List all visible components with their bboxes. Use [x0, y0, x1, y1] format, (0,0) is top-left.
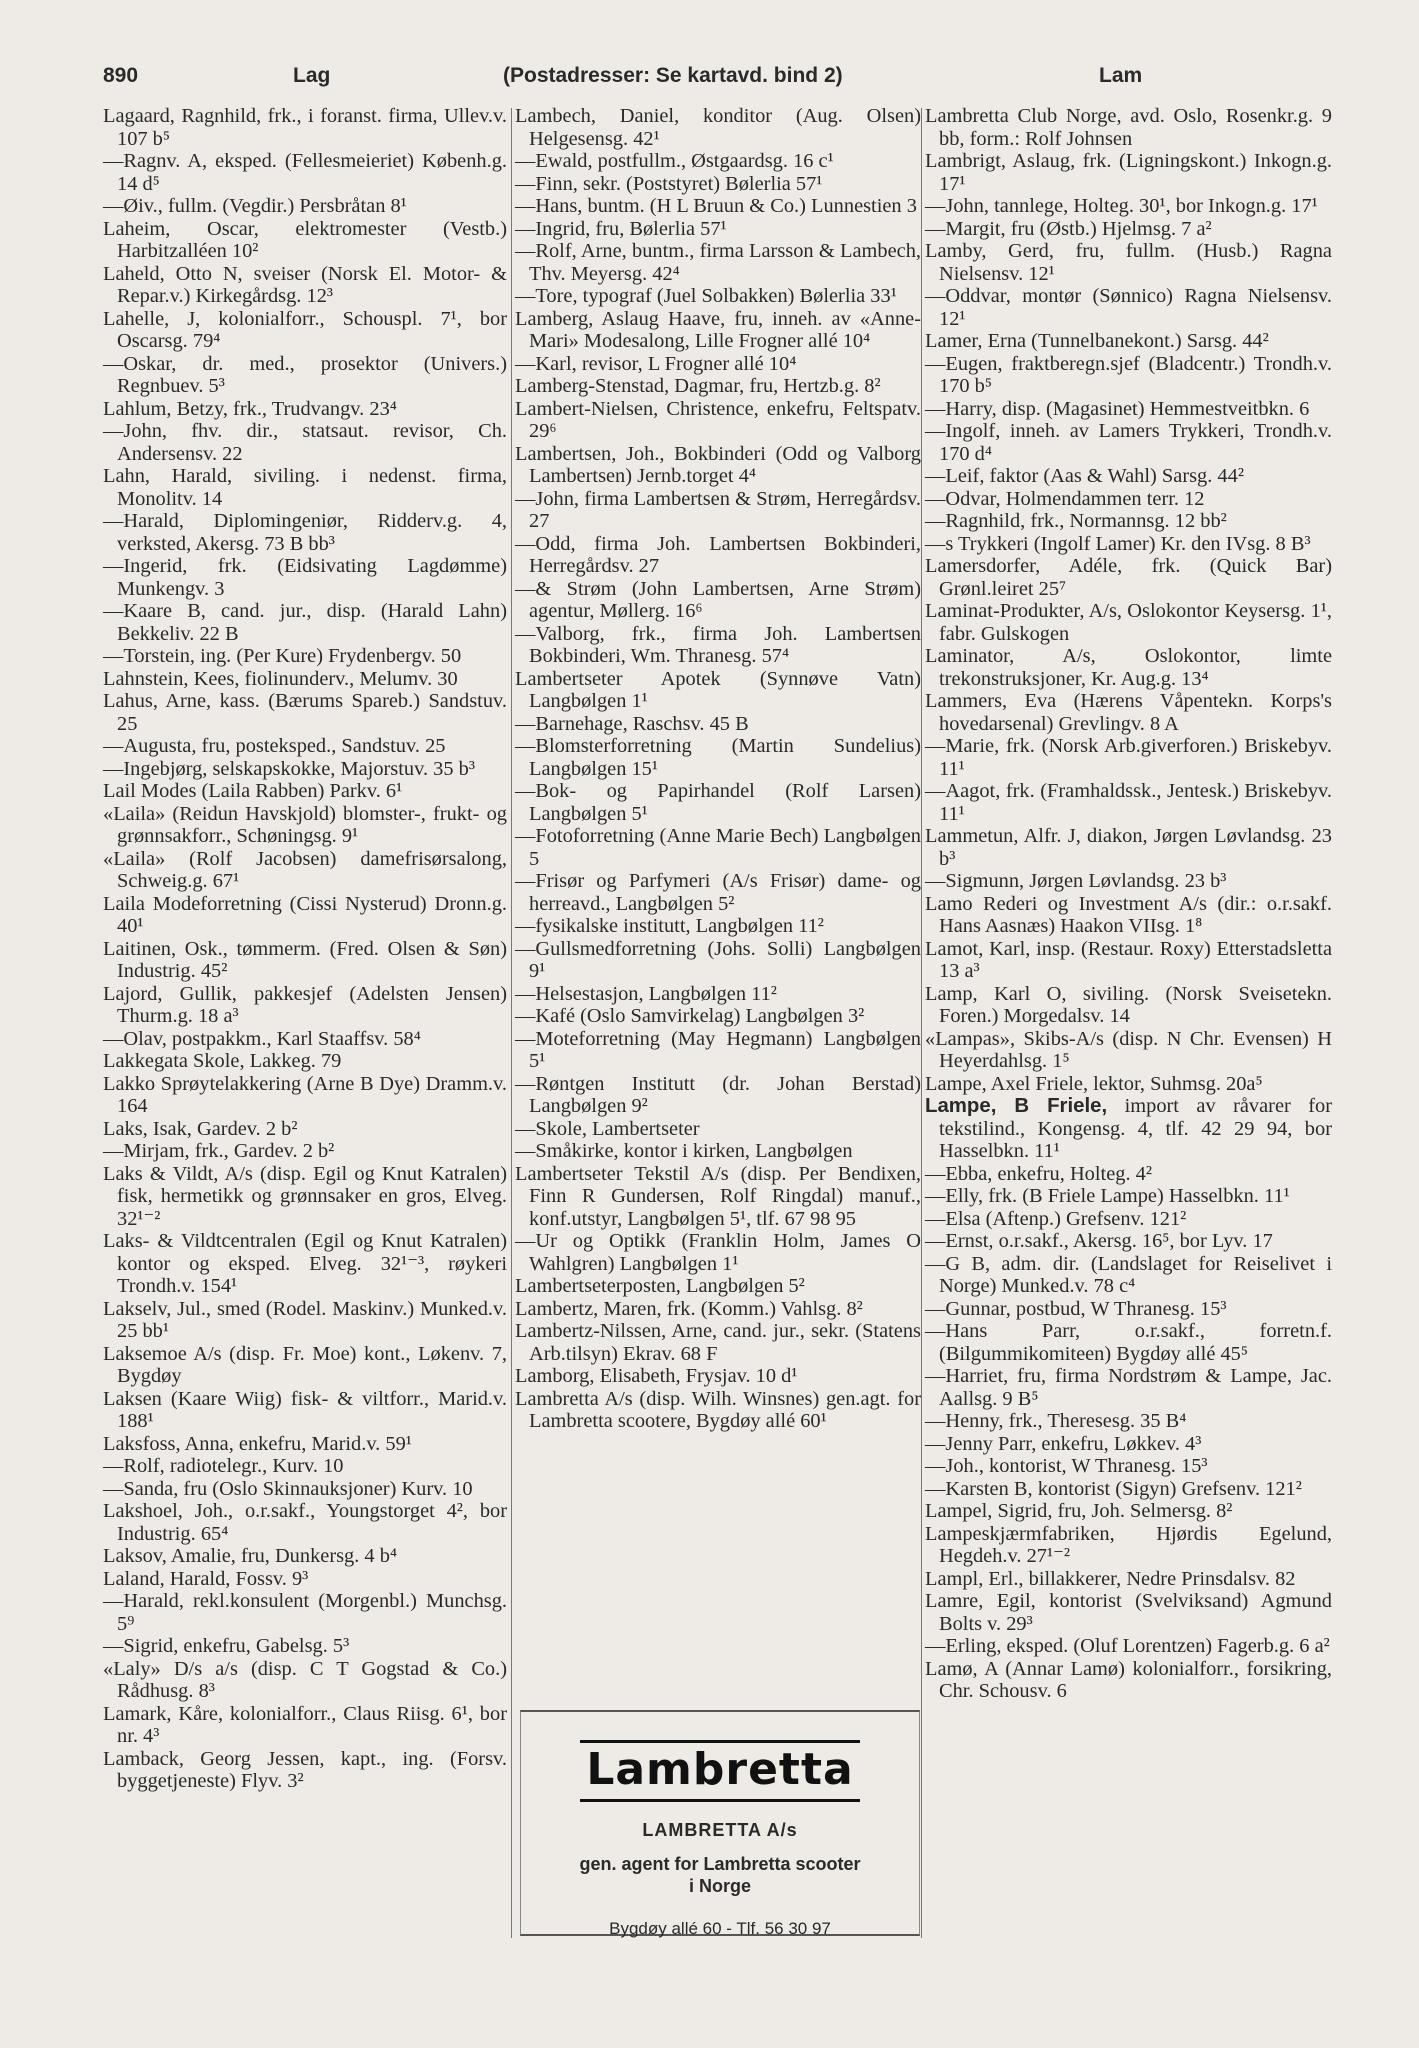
- directory-entry: —Harry, disp. (Magasinet) Hemmestveitbkn. 6: [925, 397, 1310, 420]
- directory-entry: —fysikalske institutt, Langbølgen 11²: [515, 915, 824, 937]
- directory-entry: Lahnstein, Kees, fiolinunderv., Melumv. 30: [103, 667, 458, 690]
- directory-entry: Laitinen, Osk., tømmerm. (Fred. Olsen & Søn) Industrig. 45²: [103, 937, 507, 982]
- directory-entry: —Frisør og Parfymeri (A/s Frisør) dame- og herreavd., Langbølgen 5²: [515, 870, 921, 915]
- directory-entry: —Finn, sekr. (Poststyret) Bølerlia 57¹: [515, 172, 823, 195]
- directory-entry: Lambertseter Tekstil A/s (disp. Per Bendixen, Finn R Gundersen, Rolf Ringdal) manuf., konf.utstyr, Langbølgen 5¹, tlf. 67 98 95: [515, 1162, 921, 1230]
- logo-text: Lambretta: [586, 1744, 854, 1795]
- directory-entry: Lail Modes (Laila Rabben) Parkv. 6¹: [103, 780, 403, 802]
- directory-entry: —Røntgen Institutt (dr. Johan Berstad) Langbølgen 9²: [515, 1072, 921, 1117]
- directory-entry: —Helsestasjon, Langbølgen 11²: [515, 982, 777, 1005]
- directory-entry: —Eugen, fraktberegn.sjef (Bladcentr.) Trondh.v. 170 b⁵: [925, 352, 1332, 397]
- directory-entry: Lampe, Axel Friele, lektor, Suhmsg. 20a⁵: [925, 1072, 1263, 1095]
- directory-column-3: [925, 105, 1332, 1703]
- directory-entry: Lamby, Gerd, fru, fullm. (Husb.) Ragna Nielsensv. 12¹: [925, 240, 1332, 285]
- directory-entry: Lambert-Nielsen, Christence, enkefru, Feltspatv. 29⁶: [515, 397, 921, 442]
- directory-column-1: [103, 105, 507, 1793]
- directory-entry: —Tore, typograf (Juel Solbakken) Bølerlia 33¹: [515, 285, 897, 307]
- directory-entry: —Ewald, postfullm., Østgaardsg. 16 c¹: [515, 150, 834, 172]
- directory-entry: Laminat-Produkter, A/s, Oslokontor Keysersg. 1¹, fabr. Gulskogen: [925, 600, 1332, 645]
- directory-entry: Lambrigt, Aslaug, frk. (Ligningskont.) Inkogn.g. 17¹: [925, 150, 1332, 195]
- directory-entry: —G B, adm. dir. (Landslaget for Reiselivet i Norge) Munked.v. 78 c⁴: [925, 1252, 1332, 1297]
- directory-entry: —Blomsterforretning (Martin Sundelius) Langbølgen 15¹: [515, 735, 921, 780]
- directory-entry: Lambretta Club Norge, avd. Oslo, Rosenkr.g. 9 bb, form.: Rolf Johnsen: [925, 105, 1332, 150]
- directory-entry: Lagaard, Ragnhild, frk., i foranst. firma, Ullev.v. 107 b⁵: [103, 105, 507, 150]
- directory-entry: Laila Modeforretning (Cissi Nysterud) Dronn.g. 40¹: [103, 892, 507, 937]
- directory-entry: Lamot, Karl, insp. (Restaur. Roxy) Etterstadsletta 13 a³: [925, 937, 1332, 982]
- ad-agent-text: [521, 1853, 919, 1897]
- directory-entry: Lamborg, Elisabeth, Frysjav. 10 d¹: [515, 1365, 798, 1387]
- directory-entry: Lammetun, Alfr. J, diakon, Jørgen Løvlandsg. 23 b³: [925, 825, 1332, 870]
- directory-entry: Lahus, Arne, kass. (Bærums Spareb.) Sandstuv. 25: [103, 690, 507, 735]
- directory-entry: —Aagot, frk. (Framhaldssk., Jentesk.) Briskebyv. 11¹: [925, 780, 1332, 825]
- page-number: 890: [103, 64, 139, 87]
- directory-entry: —Gullsmedforretning (Johs. Solli) Langbølgen 9¹: [515, 937, 921, 982]
- directory-entry: Lakselv, Jul., smed (Rodel. Maskinv.) Munked.v. 25 bb¹: [103, 1297, 507, 1342]
- directory-entry: Lambertseter Apotek (Synnøve Vatn) Langbølgen 1¹: [515, 667, 921, 712]
- directory-entry: —Sigrid, enkefru, Gabelsg. 5³: [103, 1635, 350, 1657]
- directory-entry: —Harald, rekl.konsulent (Morgenbl.) Munchsg. 5⁹: [103, 1590, 507, 1635]
- directory-entry: Laksemoe A/s (disp. Fr. Moe) kont., Løkenv. 7, Bygdøy: [103, 1342, 507, 1387]
- directory-entry: —Marie, frk. (Norsk Arb.giverforen.) Briskebyv. 11¹: [925, 735, 1332, 780]
- directory-entry: Laksov, Amalie, fru, Dunkersg. 4 b⁴: [103, 1545, 398, 1567]
- directory-entry: —Ragnv. A, eksped. (Fellesmeieriet) Københ.g. 14 d⁵: [103, 150, 507, 195]
- directory-entry: —Karsten B, kontorist (Sigyn) Grefsenv. 121²: [925, 1477, 1302, 1500]
- directory-entry: —Moteforretning (May Hegmann) Langbølgen 5¹: [515, 1027, 921, 1072]
- directory-entry: —& Strøm (John Lambertsen, Arne Strøm) agentur, Møllerg. 16⁶: [515, 577, 921, 622]
- directory-entry: Lajord, Gullik, pakkesjef (Adelsten Jensen) Thurm.g. 18 a³: [103, 982, 507, 1027]
- directory-entry: Lambertz, Maren, frk. (Komm.) Vahlsg. 8²: [515, 1297, 863, 1320]
- directory-entry: —Harald, Diplomingeniør, Ridderv.g. 4, verksted, Akersg. 73 B bb³: [103, 510, 507, 555]
- directory-entry: —Ur og Optikk (Franklin Holm, James O Wahlgren) Langbølgen 1¹: [515, 1230, 921, 1275]
- directory-entry: —s Trykkeri (Ingolf Lamer) Kr. den IVsg. 8 B³: [925, 532, 1311, 555]
- directory-entry: Lamersdorfer, Adéle, frk. (Quick Bar) Grønl.leiret 25⁷: [925, 555, 1332, 600]
- directory-entry: Lampl, Erl., billakkerer, Nedre Prinsdalsv. 82: [925, 1567, 1296, 1590]
- directory-entry: Lampeskjærmfabriken, Hjørdis Egelund, Hegdeh.v. 27¹⁻²: [925, 1522, 1332, 1567]
- directory-entry: Lamø, A (Annar Lamø) kolonialforr., forsikring, Chr. Schousv. 6: [925, 1657, 1332, 1702]
- directory-entry: Laksfoss, Anna, enkefru, Marid.v. 59¹: [103, 1432, 412, 1455]
- directory-entry: Lahlum, Betzy, frk., Trudvangv. 23⁴: [103, 397, 397, 420]
- directory-entry: —Oddvar, montør (Sønnico) Ragna Nielsensv. 12¹: [925, 285, 1332, 330]
- directory-entry: —Valborg, frk., firma Joh. Lambertsen Bokbinderi, Wm. Thranesg. 57⁴: [515, 622, 921, 667]
- directory-entry: Lambretta A/s (disp. Wilh. Winsnes) gen.agt. for Lambretta scootere, Bygdøy allé 60¹: [515, 1387, 921, 1432]
- directory-entry: Laksen (Kaare Wiig) fisk- & viltforr., Marid.v. 188¹: [103, 1387, 507, 1432]
- directory-entry: Lampel, Sigrid, fru, Joh. Selmersg. 8²: [925, 1500, 1233, 1522]
- directory-entry: —Elly, frk. (B Friele Lampe) Hasselbkn. 11¹: [925, 1185, 1290, 1207]
- column-divider-2: [921, 108, 922, 1938]
- directory-entry: Lampe, B Friele, import av råvarer for tekstilind., Kongensg. 4, tlf. 42 29 94, bor Hasselbkn. 11¹: [925, 1095, 1332, 1162]
- directory-entry: Laminator, A/s, Oslokontor, limte trekonstruksjoner, Kr. Aug.g. 13⁴: [925, 645, 1332, 690]
- directory-entry: —Småkirke, kontor i kirken, Langbølgen: [515, 1140, 853, 1162]
- directory-entry: —Mirjam, frk., Gardev. 2 b²: [103, 1140, 335, 1162]
- directory-entry: «Lampas», Skibs-A/s (disp. N Chr. Evensen) H Heyerdahlsg. 1⁵: [925, 1027, 1332, 1072]
- directory-column-2: [515, 105, 921, 1433]
- directory-entry: —Bok- og Papirhandel (Rolf Larsen) Langbølgen 5¹: [515, 780, 921, 825]
- directory-entry: Lambertsen, Joh., Bokbinderi (Odd og Valborg Lambertsen) Jernb.torget 4⁴: [515, 442, 921, 487]
- directory-entry: Lamo Rederi og Investment A/s (dir.: o.r.sakf. Hans Aasnæs) Haakon VIIsg. 1⁸: [925, 892, 1332, 937]
- ad-address: Bygdøy allé 60 - Tlf. 56 30 97: [609, 1919, 831, 1938]
- guide-word-right: Lam: [1099, 64, 1143, 87]
- directory-entry: —Leif, faktor (Aas & Wahl) Sarsg. 44²: [925, 465, 1244, 487]
- directory-entry: Lakko Sprøytelakkering (Arne B Dye) Dramm.v. 164: [103, 1072, 507, 1117]
- directory-entry: —Olav, postpakkm., Karl Staaffsv. 58⁴: [103, 1027, 421, 1050]
- directory-entry: —John, firma Lambertsen & Strøm, Herregårdsv. 27: [515, 487, 921, 532]
- directory-entry: —Ebba, enkefru, Holteg. 4²: [925, 1162, 1152, 1185]
- directory-entry: «Laila» (Reidun Havskjold) blomster-, frukt- og grønnsakforr., Schøningsg. 9¹: [103, 802, 507, 847]
- directory-entry: —Ragnhild, frk., Normannsg. 12 bb²: [925, 510, 1227, 532]
- directory-entry: —Sigmunn, Jørgen Løvlandsg. 23 b³: [925, 870, 1227, 892]
- directory-entry: Lamberg, Aslaug Haave, fru, inneh. av «Anne-Mari» Modesalong, Lille Frogner allé 10⁴: [515, 307, 921, 352]
- directory-entry: —Margit, fru (Østb.) Hjelmsg. 7 a²: [925, 217, 1212, 240]
- lambretta-logo: [580, 1740, 860, 1802]
- ad-company: LAMBRETTA A/s: [642, 1820, 798, 1840]
- directory-entry: Lakkegata Skole, Lakkeg. 79: [103, 1050, 342, 1072]
- directory-entry: —Kaare B, cand. jur., disp. (Harald Lahn) Bekkeliv. 22 B: [103, 600, 507, 645]
- directory-entry: —John, tannlege, Holteg. 30¹, bor Inkogn.g. 17¹: [925, 195, 1318, 217]
- directory-entry: Lahelle, J, kolonialforr., Schouspl. 7¹, bor Oscarsg. 79⁴: [103, 307, 507, 352]
- directory-entry: Lammers, Eva (Hærens Våpentekn. Korps's hovedarsenal) Grevlingv. 8 A: [925, 690, 1332, 735]
- directory-entry: Laks- & Vildtcentralen (Egil og Knut Katralen) kontor og eksped. Elveg. 32¹⁻³, røykeri Trondh.v. 154¹: [103, 1230, 507, 1297]
- directory-entry: «Laly» D/s a/s (disp. C T Gogstad & Co.) Rådhusg. 8³: [103, 1657, 507, 1702]
- directory-entry: —Fotoforretning (Anne Marie Bech) Langbølgen 5: [515, 825, 921, 870]
- directory-entry: —Torstein, ing. (Per Kure) Frydenbergv. 50: [103, 645, 462, 667]
- directory-entry: —John, fhv. dir., statsaut. revisor, Ch. Andersensv. 22: [103, 420, 507, 465]
- directory-entry: —Ernst, o.r.sakf., Akersg. 16⁵, bor Lyv. 17: [925, 1230, 1273, 1252]
- directory-entry: —Skole, Lambertseter: [515, 1117, 700, 1140]
- directory-entry: —Hans, buntm. (H L Bruun & Co.) Lunnestien 3: [515, 195, 917, 217]
- ad-agent-line-1: gen. agent for Lambretta scooter: [579, 1854, 861, 1874]
- directory-entry: Lamark, Kåre, kolonialforr., Claus Riisg. 6¹, bor nr. 4³: [103, 1702, 507, 1747]
- directory-entry: Laks & Vildt, A/s (disp. Egil og Knut Katralen) fisk, hermetikk og grønnsaker en gros, Elveg. 32¹⁻²: [103, 1162, 507, 1230]
- directory-entry: Laheim, Oscar, elektromester (Vestb.) Harbitzalléen 10²: [103, 217, 507, 262]
- directory-entry: Lamre, Egil, kontorist (Svelviksand) Agmund Bolts v. 29³: [925, 1590, 1332, 1635]
- directory-entry: Lambertz-Nilssen, Arne, cand. jur., sekr. (Statens Arb.tilsyn) Ekrav. 68 F: [515, 1320, 921, 1365]
- directory-entry: —Karl, revisor, L Frogner allé 10⁴: [515, 352, 797, 375]
- directory-entry: —Øiv., fullm. (Vegdir.) Persbråtan 8¹: [103, 195, 407, 217]
- directory-entry: «Laila» (Rolf Jacobsen) damefrisørsalong, Schweig.g. 67¹: [103, 847, 507, 892]
- directory-entry: —Ingrid, fru, Bølerlia 57¹: [515, 217, 727, 240]
- directory-entry: —Ingerid, frk. (Eidsivating Lagdømme) Munkengv. 3: [103, 555, 507, 600]
- directory-entry: —Kafé (Oslo Samvirkelag) Langbølgen 3²: [515, 1005, 865, 1027]
- ad-agent-line-2: i Norge: [688, 1876, 751, 1896]
- directory-entry: —Hans Parr, o.r.sakf., forretn.f. (Bilgummikomiteen) Bygdøy allé 45⁵: [925, 1320, 1332, 1365]
- directory-entry: —Ingebjørg, selskapskokke, Majorstuv. 35 b³: [103, 757, 475, 780]
- directory-entry: —Gunnar, postbud, W Thranesg. 15³: [925, 1297, 1227, 1320]
- directory-entry: Lamback, Georg Jessen, kapt., ing. (Forsv. byggetjeneste) Flyv. 3²: [103, 1747, 507, 1792]
- column-divider-1: [511, 108, 512, 1938]
- directory-entry: —Henny, frk., Theresesg. 35 B⁴: [925, 1410, 1187, 1432]
- guide-word-left: Lag: [293, 64, 331, 87]
- directory-entry: Lamp, Karl O, siviling. (Norsk Sveisetekn. Foren.) Morgedalsv. 14: [925, 982, 1332, 1027]
- running-title: (Postadresser: Se kartavd. bind 2): [503, 64, 843, 87]
- directory-entry: —Sanda, fru (Oslo Skinnauksjoner) Kurv. 10: [103, 1477, 473, 1500]
- directory-entry: Lambech, Daniel, konditor (Aug. Olsen) Helgesensg. 42¹: [515, 105, 921, 150]
- directory-entry: Lamer, Erna (Tunnelbanekont.) Sarsg. 44²: [925, 330, 1269, 352]
- directory-entry: —Harriet, fru, firma Nordstrøm & Lampe, Jac. Aallsg. 9 B⁵: [925, 1365, 1332, 1410]
- directory-entry: —Oskar, dr. med., prosektor (Univers.) Regnbuev. 5³: [103, 352, 507, 397]
- directory-entry: Laks, Isak, Gardev. 2 b²: [103, 1117, 298, 1140]
- directory-entry: —Augusta, fru, posteksped., Sandstuv. 25: [103, 735, 446, 757]
- directory-entry: Lamberg-Stenstad, Dagmar, fru, Hertzb.g. 8²: [515, 375, 881, 397]
- directory-entry: —Erling, eksped. (Oluf Lorentzen) Fagerb.g. 6 a²: [925, 1635, 1330, 1657]
- directory-entry: —Elsa (Aftenp.) Grefsenv. 121²: [925, 1207, 1187, 1230]
- directory-entry: Lakshoel, Joh., o.r.sakf., Youngstorget 4², bor Industrig. 65⁴: [103, 1500, 507, 1545]
- directory-entry: —Ingolf, inneh. av Lamers Trykkeri, Trondh.v. 170 d⁴: [925, 420, 1332, 465]
- directory-entry: —Barnehage, Raschsv. 45 B: [515, 712, 749, 735]
- directory-entry: Laheld, Otto N, sveiser (Norsk El. Motor- & Repar.v.) Kirkegårdsg. 12³: [103, 262, 507, 307]
- directory-entry: —Rolf, radiotelegr., Kurv. 10: [103, 1455, 344, 1477]
- directory-entry: Lambertseterposten, Langbølgen 5²: [515, 1275, 805, 1297]
- directory-entry: —Rolf, Arne, buntm., firma Larsson & Lambech, Thv. Meyersg. 42⁴: [515, 240, 921, 285]
- directory-entry: —Odd, firma Joh. Lambertsen Bokbinderi, Herregårdsv. 27: [515, 532, 921, 577]
- lambretta-advertisement: [520, 1710, 920, 1936]
- page-header: [103, 58, 1343, 94]
- directory-entry: Laland, Harald, Fossv. 9³: [103, 1567, 309, 1590]
- directory-entry: —Joh., kontorist, W Thranesg. 15³: [925, 1455, 1208, 1477]
- directory-entry: Lahn, Harald, siviling. i nedenst. firma, Monolitv. 14: [103, 465, 507, 510]
- directory-entry: —Jenny Parr, enkefru, Løkkev. 4³: [925, 1432, 1202, 1455]
- directory-entry: —Odvar, Holmendammen terr. 12: [925, 487, 1205, 510]
